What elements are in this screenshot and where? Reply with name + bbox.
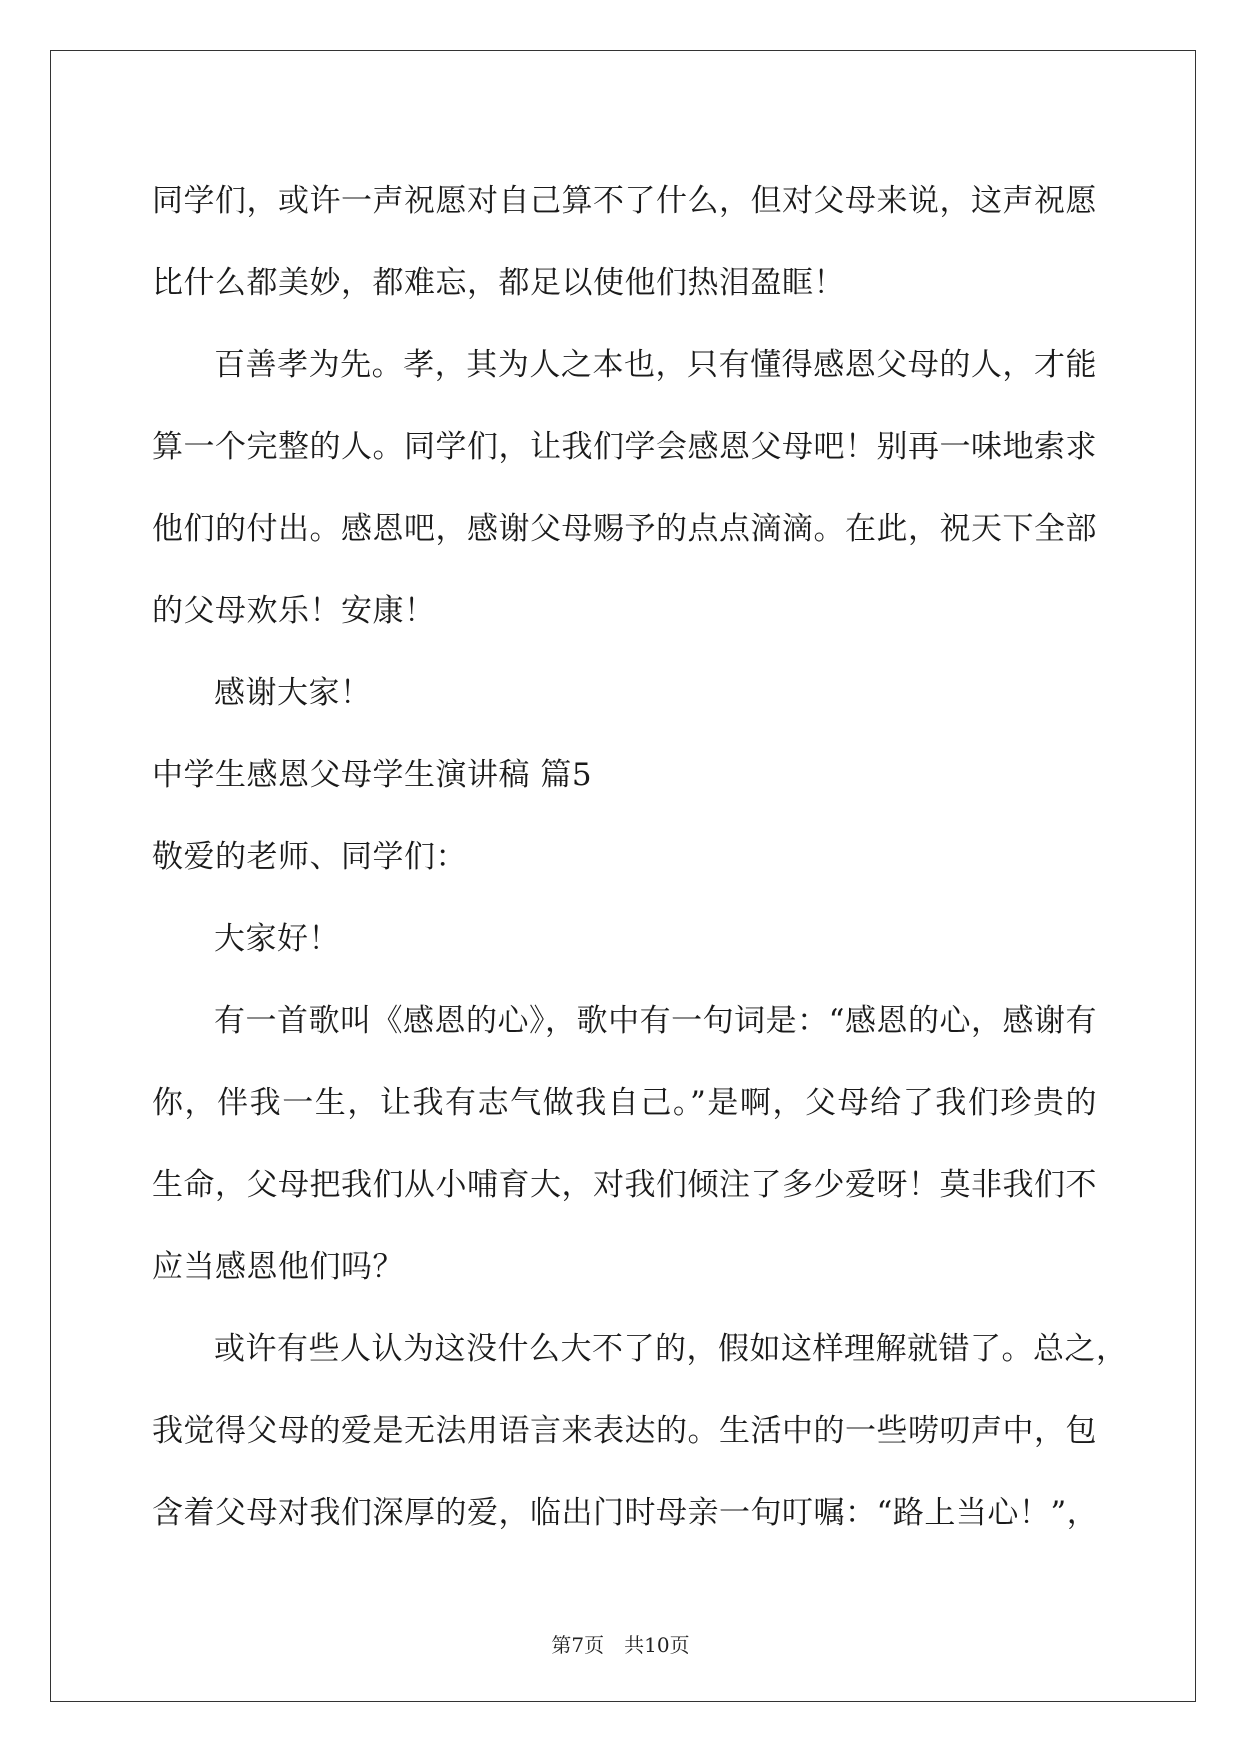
paragraph-line: 的父母欢乐！安康！ <box>152 593 436 629</box>
paragraph-line: 他们的付出。感恩吧，感谢父母赐予的点点滴滴。在此，祝天下全部 <box>152 511 1097 547</box>
paragraph-line: 算一个完整的人。同学们，让我们学会感恩父母吧！别再一味地索求 <box>152 429 1097 465</box>
paragraph-line: 你，伴我一生，让我有志气做我自己。”是啊，父母给了我们珍贵的 <box>152 1085 1097 1121</box>
paragraph-line: 感谢大家！ <box>214 675 372 711</box>
paragraph-line: 百善孝为先。孝，其为人之本也，只有懂得感恩父母的人，才能 <box>214 347 1097 383</box>
paragraph-line: 有一首歌叫《感恩的心》，歌中有一句词是：“感恩的心，感谢有 <box>214 1003 1097 1039</box>
salutation: 敬爱的老师、同学们： <box>152 839 467 875</box>
paragraph-line: 同学们，或许一声祝愿对自己算不了什么，但对父母来说，这声祝愿 <box>152 183 1097 219</box>
section-heading: 中学生感恩父母学生演讲稿 篇5 <box>152 757 593 793</box>
paragraph-line: 生命，父母把我们从小哺育大，对我们倾注了多少爱呀！莫非我们不 <box>152 1167 1097 1203</box>
greeting: 大家好！ <box>214 921 340 957</box>
page-number-footer: 第7页 共10页 <box>551 1633 690 1657</box>
paragraph-line: 应当感恩他们吗？ <box>152 1249 404 1285</box>
paragraph-line: 含着父母对我们深厚的爱，临出门时母亲一句叮嘱：“路上当心！”， <box>152 1495 1099 1531</box>
paragraph-line: 比什么都美妙，都难忘，都足以使他们热泪盈眶！ <box>152 265 845 301</box>
document-body <box>152 160 1128 1554</box>
paragraph-line: 或许有些人认为这没什么大不了的，假如这样理解就错了。总之， <box>214 1331 1128 1367</box>
paragraph-line: 我觉得父母的爱是无法用语言来表达的。生活中的一些唠叨声中，包 <box>152 1413 1097 1449</box>
